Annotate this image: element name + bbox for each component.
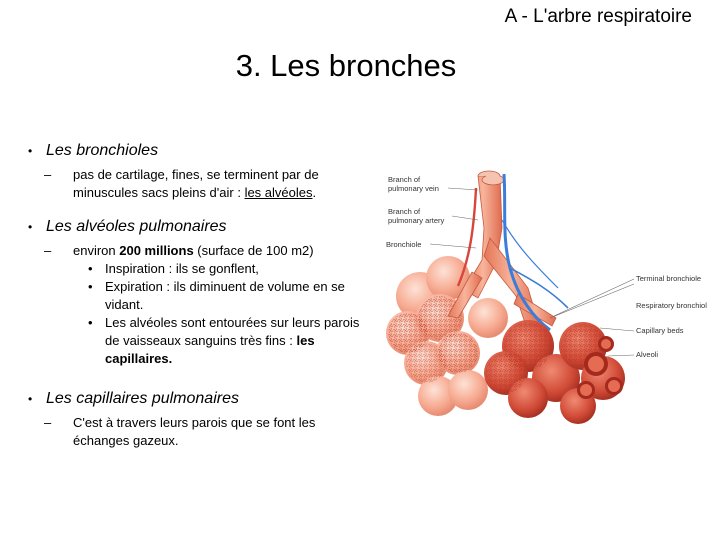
dash-marker: – (44, 243, 52, 258)
sub-capillaires (28, 414, 373, 450)
label-bronchiole: Bronchiole (386, 240, 422, 249)
alveolar-cluster-right (484, 320, 625, 424)
label-terminal-bronchiole: Terminal bronchiole (636, 274, 702, 283)
bullet-dot: • (28, 220, 33, 234)
sub-bronchioles (28, 166, 373, 202)
section-header: A - L'arbre respiratoire (504, 6, 692, 27)
point-text: Expiration : ils diminuent de volume en se vidant. (105, 279, 345, 312)
sub-text-end: . (312, 185, 317, 200)
point-capillaires (28, 314, 373, 368)
sub-text: environ (73, 243, 120, 258)
bullet-dot: • (88, 279, 93, 294)
bullet-label: Les capillaires pulmonaires (46, 390, 239, 407)
alveoles-link-text: les alvéoles (244, 185, 313, 200)
alveolar-cluster-left (386, 256, 508, 416)
bullet-dot: • (28, 392, 33, 406)
bullet-dot: • (88, 315, 93, 330)
point-inspiration (28, 260, 373, 278)
bullet-alveoles (28, 216, 373, 238)
label-vein: Branch of pulmonary vein (388, 175, 439, 193)
slide-content (28, 140, 373, 450)
bold-count: 200 millions (119, 243, 194, 258)
sub-text: pas de cartilage, fines, se terminent par de minuscules sacs pleins d'air : (73, 167, 319, 200)
dash-marker: – (44, 167, 52, 182)
bullet-dot: • (88, 261, 93, 276)
label-vein-line2: pulmonary vein (388, 184, 439, 193)
slide-title: 3. Les bronches (235, 48, 457, 83)
label-artery: Branch of pulmonary artery (388, 207, 445, 225)
bold-capillaires: les capillaires. (105, 333, 315, 366)
sub-alveoles (28, 242, 373, 260)
bullet-capillaires (28, 388, 373, 410)
bullet-label: Les bronchioles (46, 142, 159, 159)
sub-text: C'est à travers leurs parois que se font les échanges gazeux. (73, 415, 316, 448)
bullet-dot: • (28, 144, 33, 158)
label-capillary-beds: Capillary beds (636, 326, 684, 335)
label-respiratory-bronchiole: Respiratory bronchiol (636, 301, 707, 310)
bullet-bronchioles (28, 140, 373, 162)
label-alveoli: Alveoli (636, 350, 659, 359)
point-text: Les alvéoles sont entourées sur leurs parois de vaisseaux sanguins très fins : (105, 315, 360, 348)
sub-text-end: (surface de 100 m2) (193, 243, 314, 258)
point-expiration (28, 278, 373, 314)
bullet-label: Les alvéoles pulmonaires (46, 218, 227, 235)
point-text: Inspiration : ils se gonflent, (105, 261, 259, 276)
alveoli-illustration (378, 168, 718, 430)
dash-marker: – (44, 415, 52, 430)
alveoli-diagram (378, 168, 718, 430)
